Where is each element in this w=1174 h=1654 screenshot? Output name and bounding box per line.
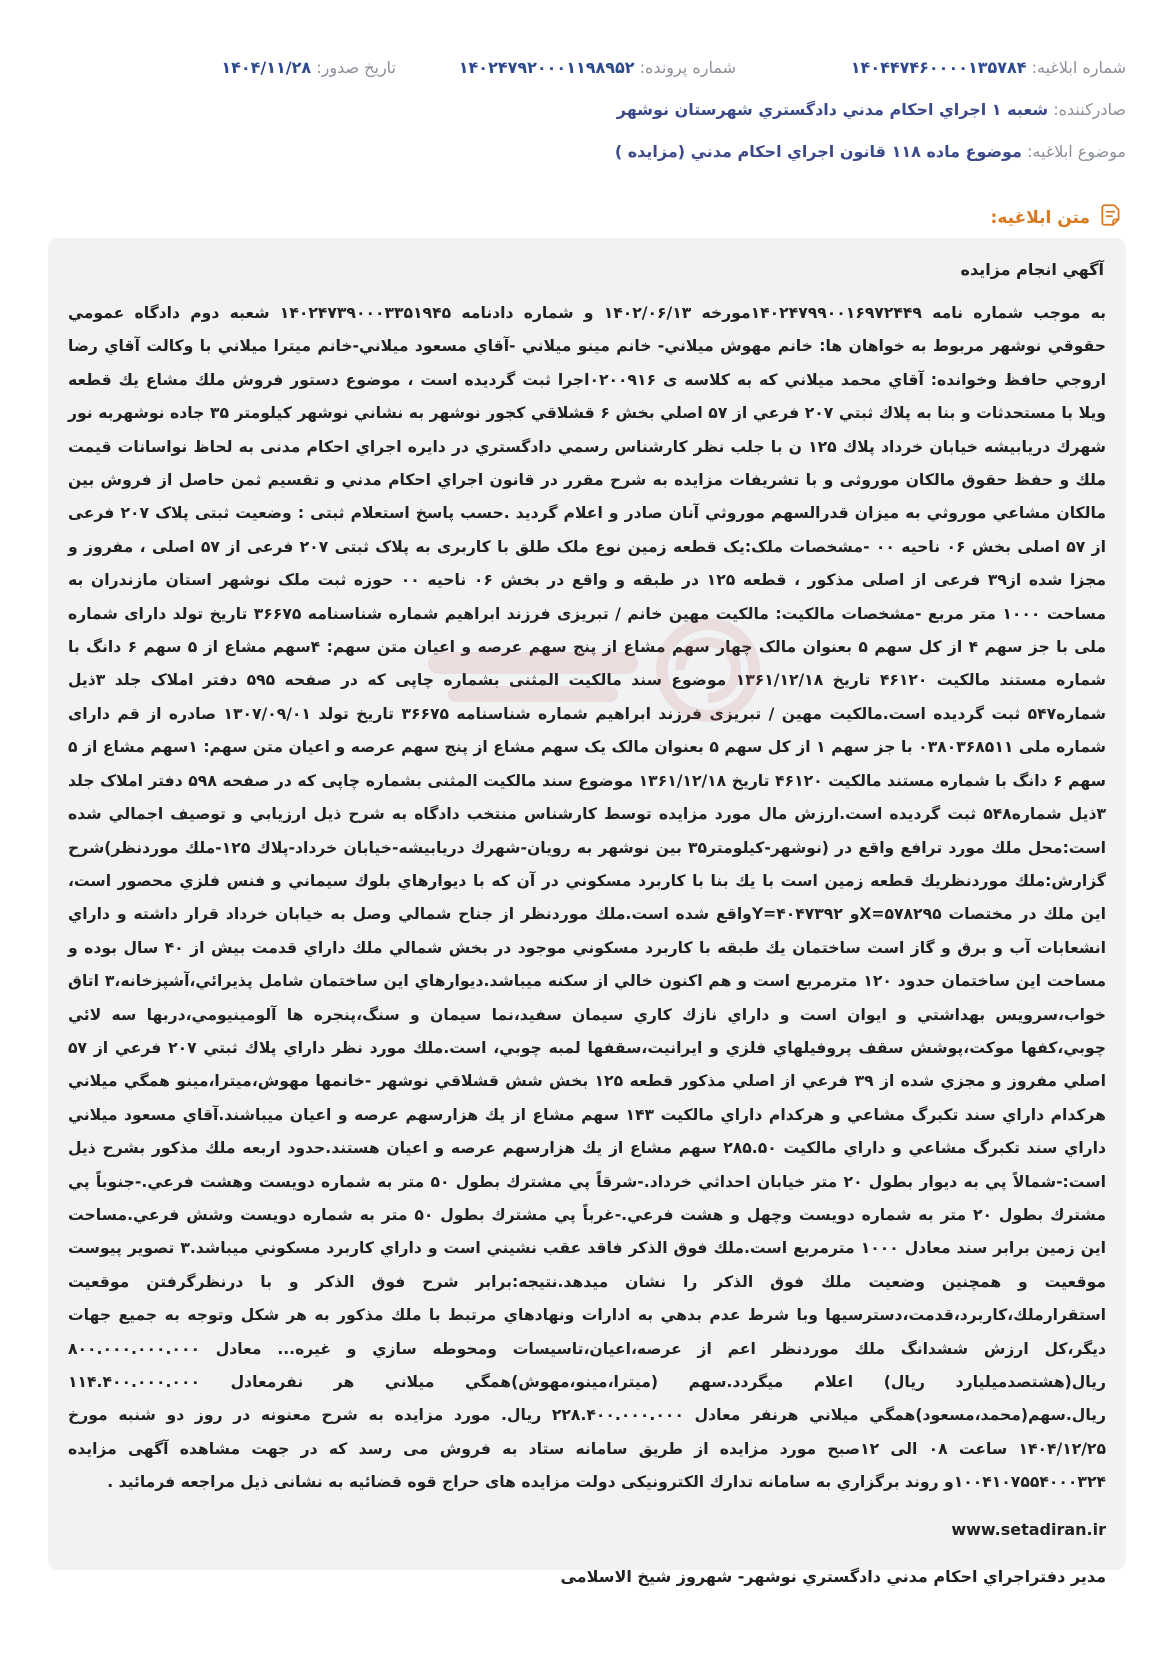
- subject-value: موضوع ماده ۱۱۸ قانون اجراي احکام مدني (مزايده ): [614, 142, 1022, 161]
- document-note-icon: [1098, 202, 1124, 233]
- notice-text-title: [991, 202, 1124, 233]
- subject-row: [48, 142, 1126, 161]
- case-number-label: شماره پرونده:: [639, 58, 736, 77]
- signature: مدير دفتراجراي احکام مدني دادگستري نوشهر- شهروز شيخ الاسلامی: [560, 1566, 1106, 1586]
- notice-body-text: به موجب شماره نامه ۱۴۰۲۴۷۹۹۰۰۱۶۹۷۲۴۴۹مورخه ۱۴۰۲/۰۶/۱۳ و شماره دادنامه ۱۴۰۲۴۷۳۹۰۰۰۳۳۵۱۹۴۵ شعبه دوم دادگاه عمومي حقوقي نوشهر مربوط به خواهان ها: خانم مهوش ميلاني- خانم مينو ميلاني -آقاي مسعود ميلاني-خانم ميترا ميلاني با وکالت آقاي رضا اروجي حافظ وخوانده: آقاي محمد ميلاني که به کلاسه ی ۰۲۰۰۹۱۶اجرا ثبت گرديده است ، موضوع دستور فروش ملك مشاع يك قطعه ويلا با مستحدثات و بنا به پلاك ثبتي ۲۰۷ فرعي از ۵۷ اصلي بخش ۶ قشلاقي كجور نوشهر به نشاني نوشهر كيلومتر ۳۵ جاده نوشهربه نور شهرك دريابيشه خيابان خرداد پلاك ۱۲۵ ن با جلب نظر كارشناس رسمي دادگستري در دايره اجراي احكام مدنى به لحاظ نواسانات قيمت ملك و حفظ حقوق مالكان موروثى و با تشريفات مزايده به شرح مقرر در قانون اجراي احکام مدني و تقسيم ثمن حاصل از فروش بين مالكان مشاعي موروثي به ميزان قدرالسهم موروثي آنان صادر و اعلام گرديد .حسب پاسخ استعلام ثبتی : وضعیت ثبتی پلاک ۲۰۷ فرعی از ۵۷ اصلی بخش ۰۶ ناحیه ۰۰ -مشخصات ملک:یک قطعه زمین نوع ملک طلق با کاربری به پلاک ثبتی ۲۰۷ فرعی از ۵۷ اصلی ، مفروز و مجزا شده از۳۹ فرعی از اصلی مذکور ، قطعه ۱۲۵ در طبقه و واقع در بخش ۰۶ ناحیه ۰۰ حوزه ثبت ملک نوشهر استان مازندران به مساحت ۱۰۰۰ متر مربع -مشخصات مالکیت: مالکیت مهین خانم / تبریزی فرزند ابراهیم شماره شناسنامه ۳۶۶۷۵ تاریخ تولد دارای شماره ملی با جز سهم ۴ از کل سهم ۵ بعنوان مالک چهار سهم مشاع از پنج سهم عرصه و اعیان متن سهم: ۴سهم مشاع از ۵ سهم ۶ دانگ با شماره مستند مالکیت ۴۶۱۲۰ تاریخ ۱۳۶۱/۱۲/۱۸ موضوع سند مالکیت المثنی بشماره چاپی که در صفحه ۵۹۵ دفتر املاک جلد ۳ذیل شماره۵۴۷ ثبت گردیده است.مالکیت مهین / تبریزی فرزند ابراهیم شماره شناسنامه ۳۶۶۷۵ تاریخ تولد ۱۳۰۷/۰۹/۰۱ صادره از قم دارای شماره ملی ۰۳۸۰۳۶۸۵۱۱ با جز سهم ۱ از کل سهم ۵ بعنوان مالک یک سهم مشاع از پنج سهم عرصه و اعیان متن سهم: ۱سهم مشاع از ۵ سهم ۶ دانگ با شماره مستند مالکیت ۴۶۱۲۰ تاریخ ۱۳۶۱/۱۲/۱۸ موضوع سند مالکیت المثنی بشماره چاپی که در صفحه ۵۹۸ دفتر املاک جلد ۳ذیل شماره۵۴۸ ثبت گردیده است.ارزش مال مورد مزايده توسط كارشناس منتخب دادگاه به شرح ذيل ارزيابي و توصيف اجمالي شده است:محل ملك مورد ترافع واقع در (نوشهر-كيلومتر۳۵ بين نوشهر به رويان-شهرك دريابيشه-خيابان خرداد-پلاك ۱۲۵-ملك موردنظر)شرح گزارش:ملك موردنظريك قطعه زمين است با يك بنا با كاربرد مسكوني در آن كه با ديوارهاي بلوك سيماني و فنس فلزي محصور است، اين ملك در مختصات X=۵۷۸۲۹۵و Y=۴۰۴۷۳۹۲واقع شده است.ملك موردنظر از جناح شمالي وصل به خيابان خرداد قرار داشته و داراي انشعابات آب و برق و گاز است ساختمان يك طبقه با كاربرد مسكوني موجود در بخش شمالي ملك داراي قدمت بيش از ۴۰ سال بوده و مساحت اين ساختمان حدود ۱۲۰ مترمربع است و هم اكنون خالي از سكنه ميباشد.ديوارهاي اين ساختمان شامل پذيرائي،آشپزخانه،۳ اتاق خواب،سرويس بهداشتي و ايوان است و داراي نازك كاري سيمان سفيد،نما سيمان و سنگ،پنجره ها آلومينيومي،دربها سه لائي چوبي،كفها موكت،پوشش سقف پروفيلهاي فلزي و ايرانيت،سقفها لمبه چوبي، است.ملك مورد نظر داراي پلاك ثبتي ۲۰۷ فرعي از ۵۷ اصلي مفروز و مجزي شده از ۳۹ فرعي از اصلي مذكور قطعه ۱۲۵ بخش شش قشلاقي نوشهر -خانمها مهوش،ميترا،مينو همگي ميلاني هركدام داراي سند تكبرگ مشاعي و هركدام داراي مالكيت ۱۴۳ سهم مشاع از يك هزارسهم عرصه و اعيان ميباشند.آقاي مسعود ميلاني داراي سند تكبرگ مشاعي و داراي مالكيت ۲۸۵.۵۰ سهم مشاع از يك هزارسهم عرصه و اعيان هستند.حدود اربعه ملك مذكور بشرح ذيل است:-شمالاً پي به ديوار بطول ۲۰ متر خيابان احداثي خرداد.-شرقاً پي مشترك بطول ۵۰ متر به شماره دويست وهشت فرعي.-جنوباً پي مشترك بطول ۲۰ متر به شماره دويست وچهل و هشت فرعي.-غرباً پي مشترك بطول ۵۰ متر به شماره دويست وشش فرعي.مساحت اين زمين برابر سند معادل ۱۰۰۰ مترمربع است.ملك فوق الذكر فاقد عقب نشيني است و داراي كاربرد مسكوني ميباشد.۳ تصوير پيوست موقعيت و همچنين وضعيت ملك فوق الذكر را نشان ميدهد.نتيجه:برابر شرح فوق الذكر و با درنظرگرفتن موقعيت استقرارملك،كاربرد،قدمت،دسترسيها وبا شرط عدم بدهي به ادارات ونهادهاي مرتبط با ملك مذكور به هر شكل وتوجه به جميع جهات ديگر،كل ارزش ششدانگ ملك موردنظر اعم از عرصه،اعيان،تاسيسات ومحوطه سازي و غيره... معادل ۸۰۰.۰۰۰.۰۰۰.۰۰۰ ريال(هشتصدميليارد ريال) اعلام ميگردد.سهم (ميترا،مينو،مهوش)همگي ميلاني هر نفرمعادل ۱۱۴.۴۰۰.۰۰۰.۰۰۰ ريال.سهم(محمد،مسعود)همگي ميلاني هرنفر معادل ۲۲۸.۴۰۰.۰۰۰.۰۰۰ ريال. مورد مزايده به شرح معنونه در روز دو شنبه مورخ ۱۴۰۴/۱۲/۲۵ ساعت ۰۸ الی ۱۲صبح مورد مزايده از طريق سامانه ستاد به فروش می رسد که در جهت مشاهده آگهی مزايده ۱۰۰۴۱۰۷۵۵۴۰۰۰۳۲۴و روند برگزاري به سامانه تدارك الكترونيكی دولت مزايده های حراج قوه قضائيه به نشانی ذيل مراجعه فرمائيد .: [68, 304, 1107, 1492]
- issue-date: [221, 58, 396, 77]
- notice-number-label: شماره ابلاغيه:: [1031, 58, 1126, 77]
- case-number: [459, 58, 736, 77]
- issue-date-value: ۱۴۰۴/۱۱/۲۸: [221, 58, 312, 77]
- issuer-value: شعبه ۱ اجراي احکام مدني دادگستري شهرستان نوشهر: [616, 100, 1049, 119]
- issuer-label: صادرکننده:: [1053, 100, 1126, 119]
- notice-heading: آگهي انجام مزايده: [960, 260, 1104, 279]
- issuer-row: [48, 100, 1126, 119]
- website-link[interactable]: www.setadiran.ir: [951, 1519, 1106, 1539]
- issue-date-label: تاريخ صدور:: [316, 58, 396, 77]
- notice-number: [851, 58, 1126, 77]
- notice-number-value: ۱۴۰۴۴۷۴۶۰۰۰۰۱۳۵۷۸۴: [850, 58, 1027, 77]
- notice-text-title-label: متن ابلاغيه:: [990, 207, 1090, 228]
- case-number-value: ۱۴۰۲۴۷۹۲۰۰۰۱۱۹۸۹۵۲: [458, 58, 635, 77]
- notice-body: [48, 238, 1126, 1586]
- notice-meta-row: [48, 58, 1126, 84]
- subject-label: موضوع ابلاغيه:: [1027, 142, 1126, 161]
